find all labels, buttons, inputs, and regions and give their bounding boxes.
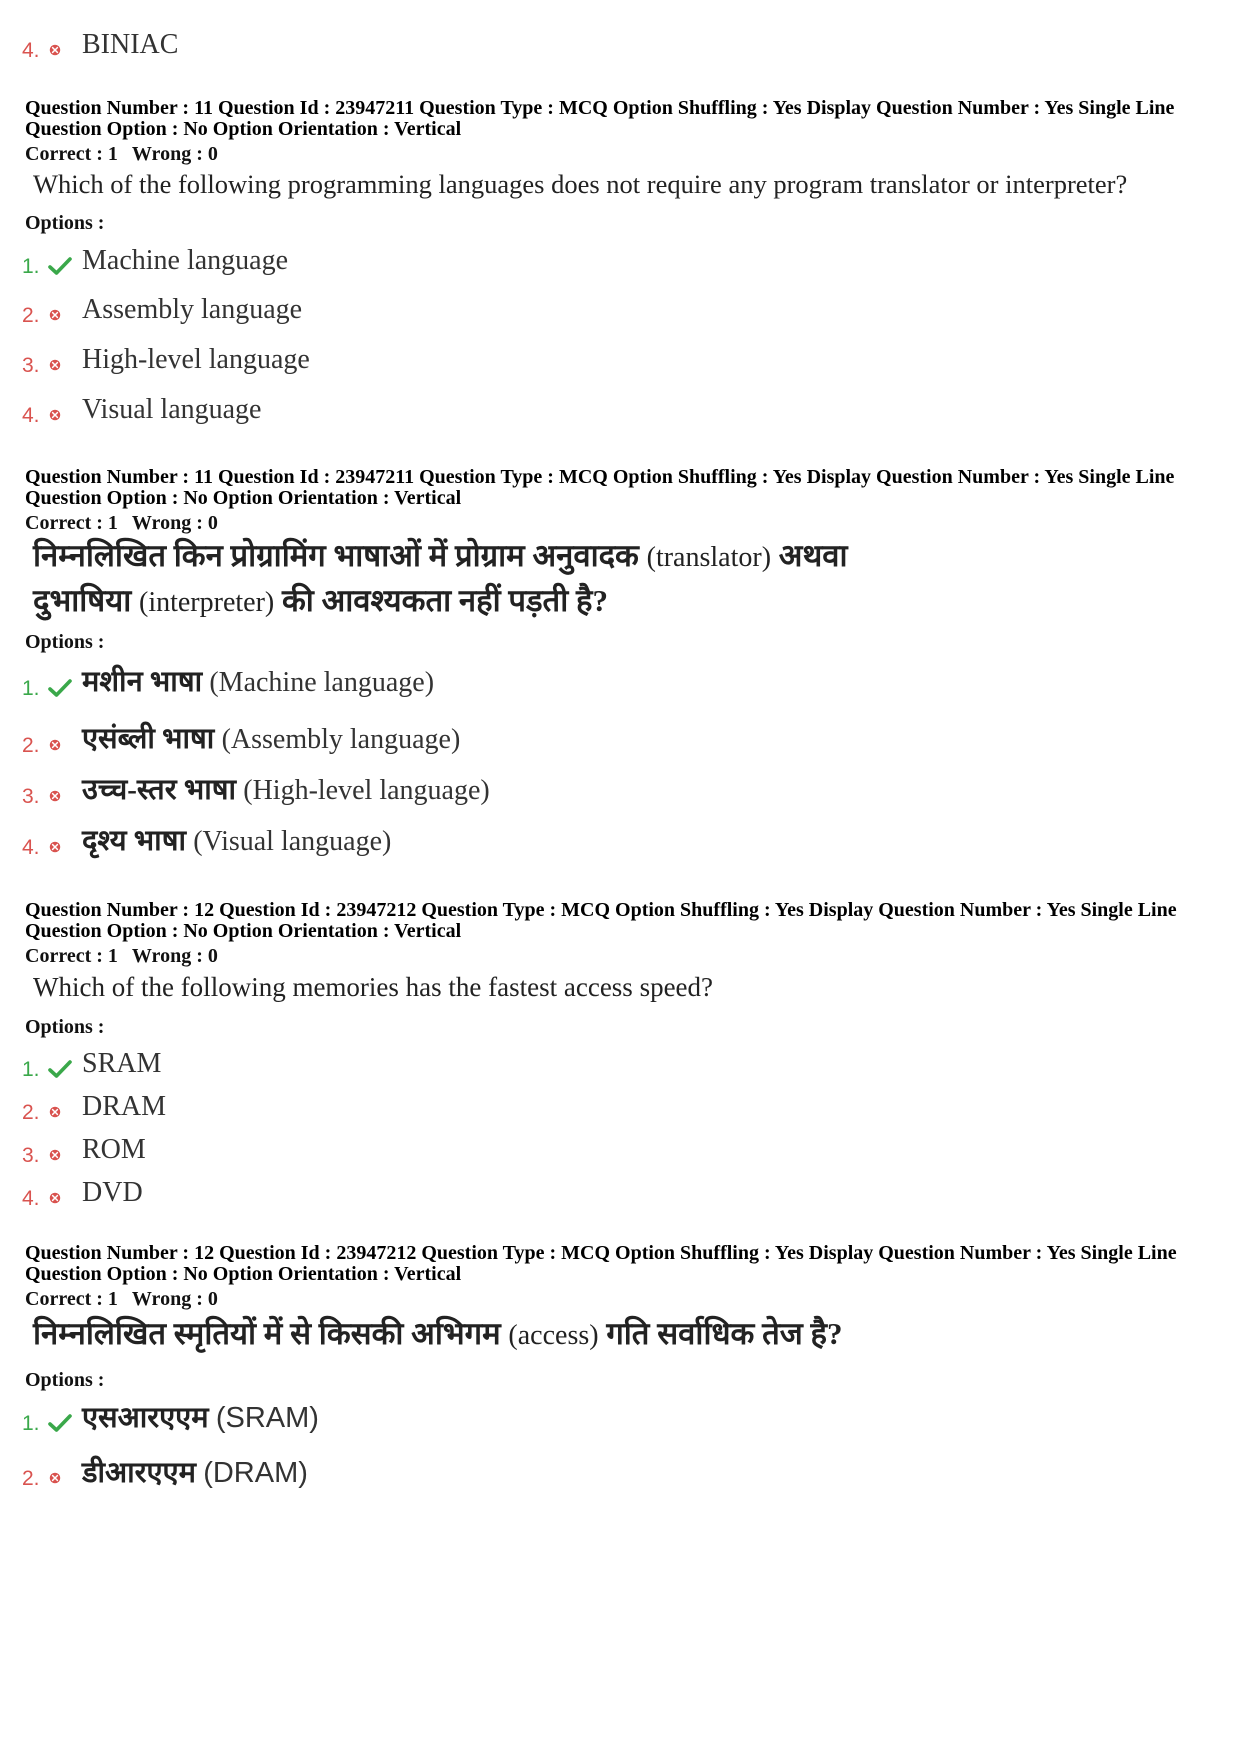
check-icon <box>48 1057 78 1081</box>
wrong-score: Wrong : 0 <box>131 143 218 165</box>
option-row <box>22 1127 146 1167</box>
option-row <box>22 1041 161 1081</box>
option-number: 1. <box>22 255 40 278</box>
option-english: (High-level language) <box>243 775 490 806</box>
question-meta: Question Number : 11 Question Id : 23947211 Question Type : MCQ Option Shuffling : Yes Display Question Number : Yes Single Line Question Option : No Option Orientation : Vertical <box>25 97 1175 140</box>
option-number: 3. <box>22 1144 40 1167</box>
check-icon <box>48 254 78 278</box>
question-hindi: दुभाषिया <box>33 583 132 618</box>
option-text <box>82 665 434 700</box>
option-text: SRAM <box>82 1048 162 1079</box>
score-line <box>25 1288 218 1310</box>
wrong-score: Wrong : 0 <box>131 512 218 534</box>
option-number: 2. <box>22 734 40 757</box>
wrong-icon <box>48 1100 78 1124</box>
wrong-icon <box>48 784 78 808</box>
option-number: 3. <box>22 785 40 808</box>
option-row <box>22 1170 143 1210</box>
option-text <box>82 1401 319 1435</box>
option-number: 4. <box>22 836 40 859</box>
question-hindi: निम्नलिखित स्मृतियों में से किसकी अभिगम <box>33 1316 501 1351</box>
wrong-icon <box>48 1186 78 1210</box>
option-hindi: उच्च-स्तर भाषा <box>82 774 236 806</box>
correct-score: Correct : 1 <box>25 945 118 967</box>
option-text: DVD <box>82 1177 143 1208</box>
question-hindi: की आवश्यकता नहीं पड़ती है? <box>282 583 608 618</box>
option-number: 1. <box>22 1412 40 1435</box>
option-number: 1. <box>22 677 40 700</box>
wrong-icon <box>48 403 78 427</box>
option-row <box>22 717 460 757</box>
option-text: ROM <box>82 1134 146 1165</box>
question-text <box>33 1318 843 1352</box>
question-hindi: निम्नलिखित किन प्रोग्रामिंग भाषाओं में प्रोग्राम अनुवादक <box>33 538 639 573</box>
option-text: High-level language <box>82 344 310 375</box>
score-line <box>25 143 218 165</box>
option-number: 3. <box>22 354 40 377</box>
option-english: (DRAM) <box>203 1457 308 1489</box>
option-text <box>82 722 460 757</box>
question-english-term: (interpreter) <box>139 587 275 618</box>
option-text: Assembly language <box>82 294 303 325</box>
question-text-line-2 <box>33 585 608 619</box>
option-row <box>22 387 261 427</box>
wrong-score: Wrong : 0 <box>131 1288 218 1310</box>
option-english: (Machine language) <box>209 667 435 698</box>
option-number: 1. <box>22 1058 40 1081</box>
question-hindi: गति सर्वाधिक तेज है? <box>606 1316 843 1351</box>
wrong-icon <box>48 1143 78 1167</box>
wrong-icon <box>48 303 78 327</box>
option-row <box>22 768 490 808</box>
wrong-icon <box>48 835 78 859</box>
option-number: 2. <box>22 1101 40 1124</box>
option-text <box>82 824 391 859</box>
option-text <box>82 1456 308 1490</box>
check-icon <box>48 676 78 700</box>
correct-score: Correct : 1 <box>25 1288 118 1310</box>
option-row <box>22 819 391 859</box>
correct-score: Correct : 1 <box>25 143 118 165</box>
option-text <box>82 773 490 808</box>
option-hindi: मशीन भाषा <box>82 666 203 698</box>
wrong-icon <box>48 353 78 377</box>
options-label: Options : <box>25 631 105 653</box>
question-hindi: अथवा <box>778 538 848 573</box>
check-icon <box>48 1411 78 1435</box>
option-hindi: दृश्य भाषा <box>82 825 186 857</box>
option-english: (Assembly language) <box>221 724 461 755</box>
option-number: 4. <box>22 404 40 427</box>
question-text-line-1 <box>33 540 848 574</box>
option-hindi: एसआरएएम <box>82 1402 209 1434</box>
option-row <box>22 1084 166 1124</box>
question-text: Which of the following programming languages does not require any program translator or interpreter? <box>33 169 1128 199</box>
option-english: (Visual language) <box>193 826 392 857</box>
option-row <box>22 287 302 327</box>
correct-score: Correct : 1 <box>25 512 118 534</box>
options-label: Options : <box>25 1016 105 1038</box>
option-hindi: डीआरएएम <box>82 1457 196 1489</box>
option-row <box>22 660 434 700</box>
option-row <box>22 1450 308 1490</box>
score-line <box>25 512 218 534</box>
options-label: Options : <box>25 1369 105 1391</box>
option-hindi: एसंब्ली भाषा <box>82 723 215 755</box>
options-label: Options : <box>25 212 105 234</box>
option-text: Machine language <box>82 245 289 276</box>
option-row <box>22 1395 319 1435</box>
option-number: 4. <box>22 1187 40 1210</box>
option-number: 4. <box>22 39 40 62</box>
wrong-score: Wrong : 0 <box>131 945 218 967</box>
wrong-icon <box>48 1466 78 1490</box>
question-meta: Question Number : 12 Question Id : 23947212 Question Type : MCQ Option Shuffling : Yes Display Question Number : Yes Single Line Question Option : No Option Orientation : Vertical <box>25 1242 1177 1285</box>
option-english: (SRAM) <box>215 1402 319 1434</box>
option-row <box>22 238 288 278</box>
question-english-term: (translator) <box>646 542 772 573</box>
option-number: 2. <box>22 1467 40 1490</box>
question-meta: Question Number : 12 Question Id : 23947212 Question Type : MCQ Option Shuffling : Yes Display Question Number : Yes Single Line Question Option : No Option Orientation : Vertical <box>25 899 1177 942</box>
wrong-icon <box>48 38 78 62</box>
option-text: Visual language <box>82 394 262 425</box>
wrong-icon <box>48 733 78 757</box>
question-meta: Question Number : 11 Question Id : 23947211 Question Type : MCQ Option Shuffling : Yes Display Question Number : Yes Single Line Question Option : No Option Orientation : Vertical <box>25 466 1175 509</box>
option-text: BINIAC <box>82 29 179 60</box>
option-text: DRAM <box>82 1091 167 1122</box>
option-row <box>22 22 178 62</box>
score-line <box>25 945 218 967</box>
option-number: 2. <box>22 304 40 327</box>
option-row <box>22 337 310 377</box>
question-text: Which of the following memories has the fastest access speed? <box>33 972 714 1002</box>
question-english-term: (access) <box>508 1320 599 1351</box>
